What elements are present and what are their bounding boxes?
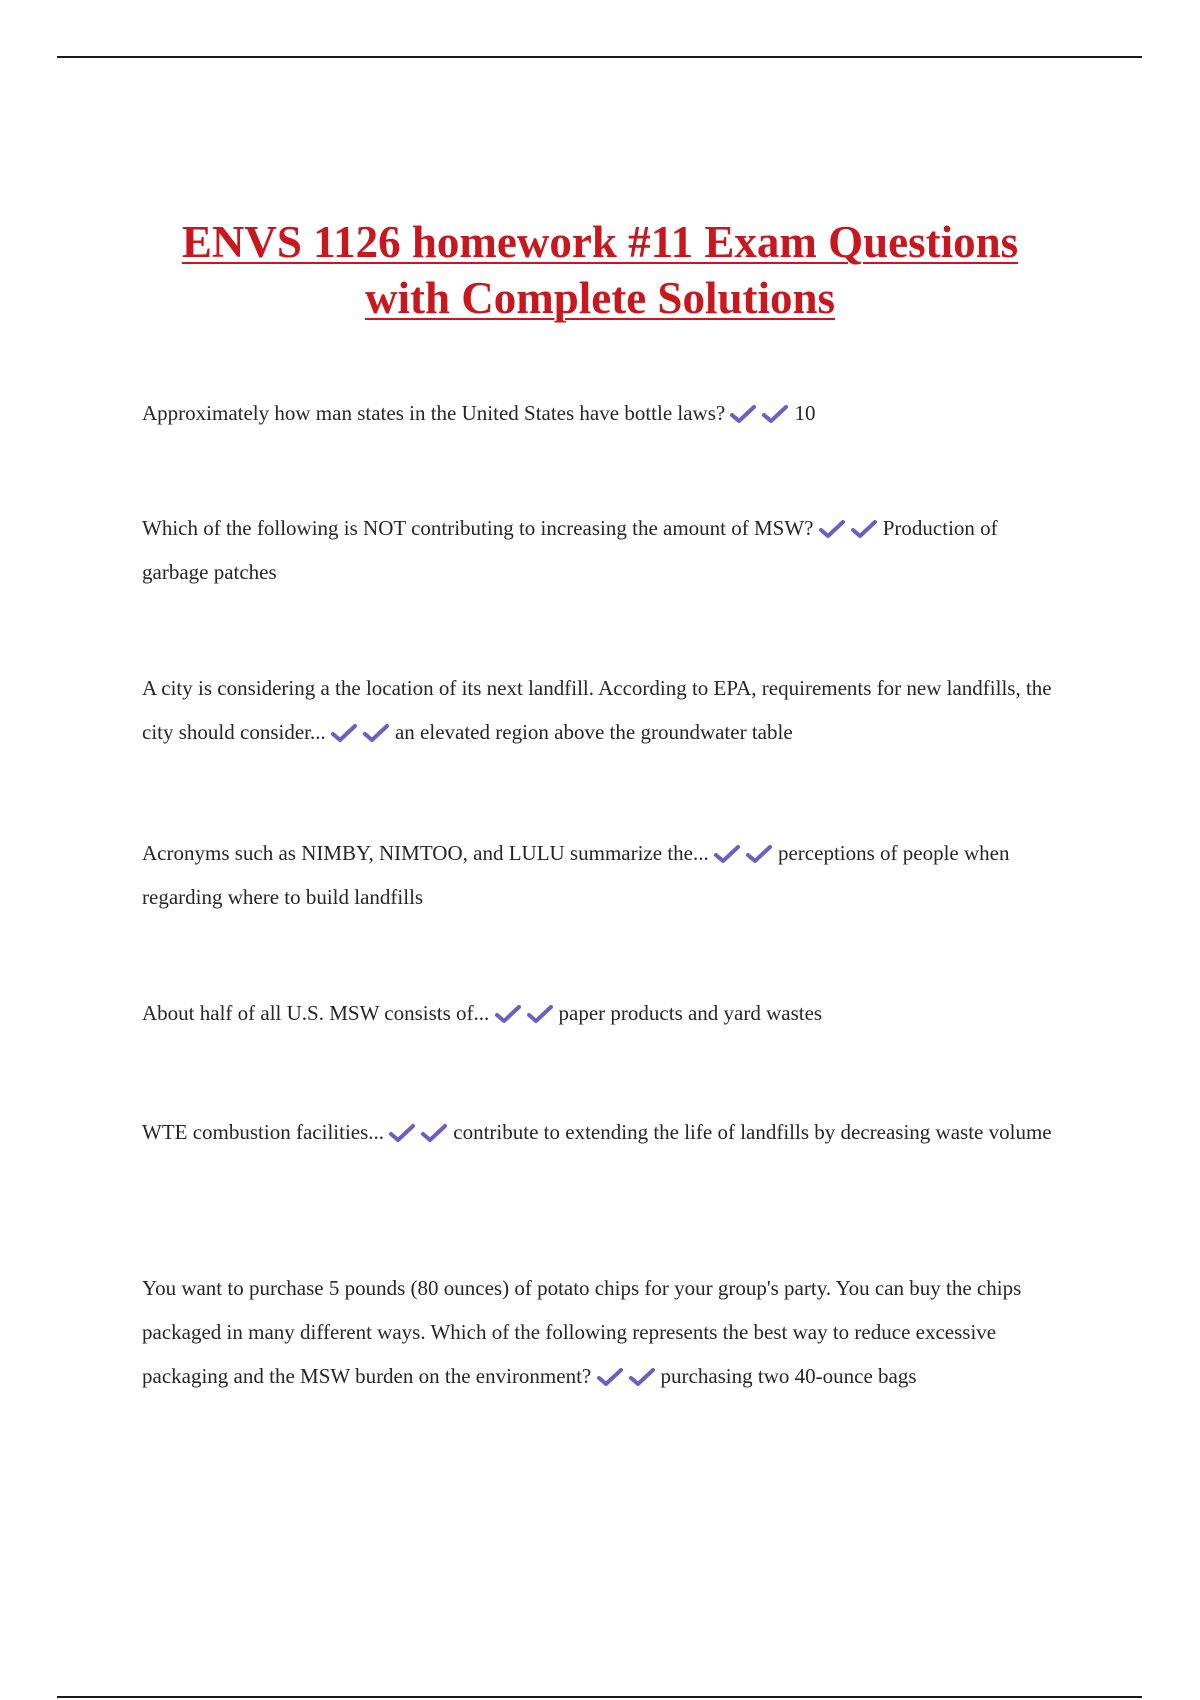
qa-item xyxy=(142,506,1062,594)
question-text: Approximately how man states in the United States have bottle laws? xyxy=(142,401,726,425)
qa-item xyxy=(142,991,1062,1035)
footer-rule xyxy=(57,1696,1142,1698)
question-text: You want to purchase 5 pounds (80 ounces) of potato chips for your group's party. You can buy the chips packaged in many different ways. Which of the following represents the best way to reduce excessive packaging and the MSW burden on the environment? xyxy=(142,1276,1022,1388)
answer-text: Production of garbage patches xyxy=(142,516,998,584)
checkmark-icon xyxy=(819,520,845,538)
answer-text: 10 xyxy=(794,401,816,425)
question-text: WTE combustion facilities... xyxy=(142,1120,385,1144)
checkmark-icon xyxy=(363,724,389,742)
checkmark-icon xyxy=(730,405,756,423)
checkmark-icon xyxy=(331,724,357,742)
document-title xyxy=(100,214,1100,326)
checkmark-icon xyxy=(851,520,877,538)
checkmark-icon xyxy=(389,1124,415,1142)
qa-item xyxy=(142,391,1062,435)
qa-item xyxy=(142,1110,1062,1154)
checkmark-icon xyxy=(597,1368,623,1386)
qa-item xyxy=(142,666,1062,754)
checkmark-icon xyxy=(629,1368,655,1386)
answer-text: contribute to extending the life of landfills by decreasing waste volume xyxy=(453,1120,1052,1144)
answer-text: perceptions of people when regarding where to build landfills xyxy=(142,841,1010,909)
checkmark-icon xyxy=(746,845,772,863)
question-text: Which of the following is NOT contributing to increasing the amount of MSW? xyxy=(142,516,814,540)
checkmark-icon xyxy=(714,845,740,863)
checkmark-icon xyxy=(762,405,788,423)
checkmark-icon xyxy=(527,1005,553,1023)
checkmark-icon xyxy=(495,1005,521,1023)
question-text: About half of all U.S. MSW consists of... xyxy=(142,1001,490,1025)
title-line-1: ENVS 1126 homework #11 Exam Questions xyxy=(181,217,1019,267)
header-rule xyxy=(57,56,1142,58)
question-text: A city is considering a the location of its next landfill. According to EPA, requirements for new landfills, the city should consider... xyxy=(142,676,1052,744)
qa-item xyxy=(142,1266,1062,1398)
question-text: Acronyms such as NIMBY, NIMTOO, and LULU summarize the... xyxy=(142,841,709,865)
answer-text: paper products and yard wastes xyxy=(558,1001,823,1025)
title-line-2: with Complete Solutions xyxy=(364,273,836,323)
qa-item xyxy=(142,831,1062,919)
checkmark-icon xyxy=(421,1124,447,1142)
answer-text: purchasing two 40-ounce bags xyxy=(660,1364,917,1388)
answer-text: an elevated region above the groundwater table xyxy=(394,720,793,744)
